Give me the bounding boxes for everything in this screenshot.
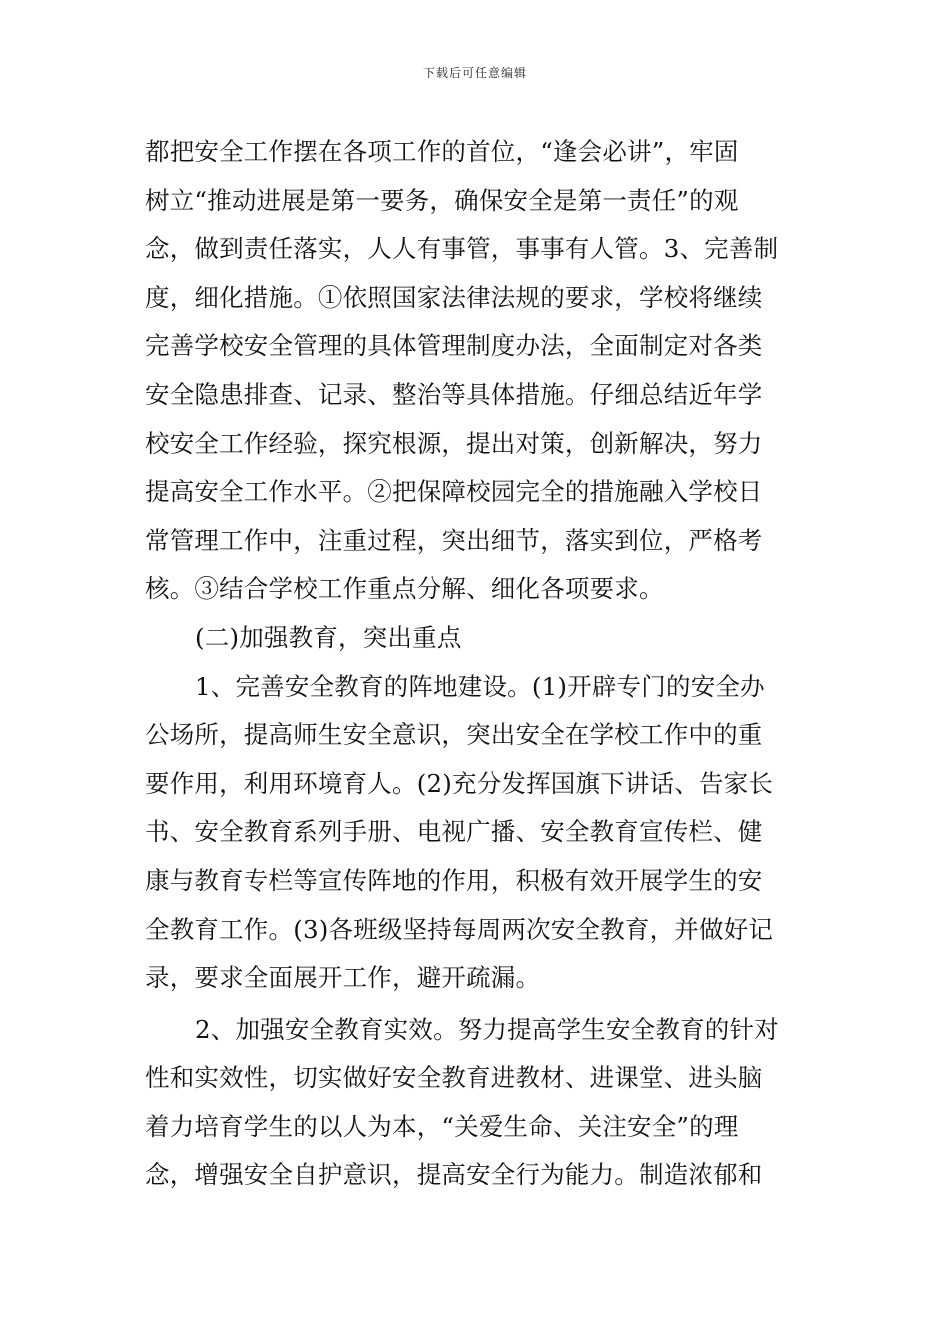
text-line: 都把安全工作摆在各项工作的首位，“逢会必讲”，牢固	[145, 137, 739, 166]
text-line: 康与教育专栏等宣传阵地的作用，积极有效开展学生的安	[145, 865, 763, 895]
section-heading: (二)加强教育，突出重点	[195, 622, 462, 652]
text-line: 录，要求全面展开工作，避开疏漏。	[145, 963, 541, 993]
text-line: 提高安全工作水平。②把保障校园完全的措施融入学校日	[145, 477, 763, 507]
text-line: 树立“推动进展是第一要务，确保安全是第一责任”的观	[145, 185, 739, 215]
text-line: 念，增强安全自护意识，提高安全行为能力。制造浓郁和	[145, 1160, 763, 1190]
text-line: 安全隐患排查、记录、整治等具体措施。仔细总结近年学	[145, 379, 763, 409]
text-line: 完善学校安全管理的具体管理制度办法，全面制定对各类	[145, 331, 763, 361]
text-line: 常管理工作中，注重过程，突出细节，落实到位，严格考	[145, 525, 763, 555]
text-line: 书、安全教育系列手册、电视广播、安全教育宣传栏、健	[145, 817, 763, 847]
text-line: 念，做到责任落实，人人有事管，事事有人管。3、完善制	[145, 234, 779, 264]
text-line: 着力培育学生的以人为本，“关爱生命、关注安全”的理	[145, 1111, 739, 1141]
text-line: 校安全工作经验，探究根源，提出对策，创新解决，努力	[145, 428, 763, 458]
page-header: 下载后可任意编辑	[422, 66, 527, 80]
text-line: 要作用，利用环境育人。(2)充分发挥国旗下讲话、告家长	[145, 768, 774, 798]
paragraph-start: 2、加强安全教育实效。努力提高学生安全教育的针对	[195, 1014, 779, 1044]
text-line: 性和实效性，切实做好安全教育进教材、进课堂、进头脑	[145, 1063, 763, 1093]
text-line: 度，细化措施。①依照国家法律法规的要求，学校将继续	[145, 282, 763, 312]
text-line: 全教育工作。(3)各班级坚持每周两次安全教育，并做好记	[145, 914, 774, 944]
text-line: 公场所，提高师生安全意识，突出安全在学校工作中的重	[145, 720, 763, 750]
paragraph-start: 1、完善安全教育的阵地建设。(1)开辟专门的安全办	[195, 671, 765, 701]
document-body	[145, 128, 810, 1200]
text-line: 核。③结合学校工作重点分解、细化各项要求。	[145, 574, 664, 604]
